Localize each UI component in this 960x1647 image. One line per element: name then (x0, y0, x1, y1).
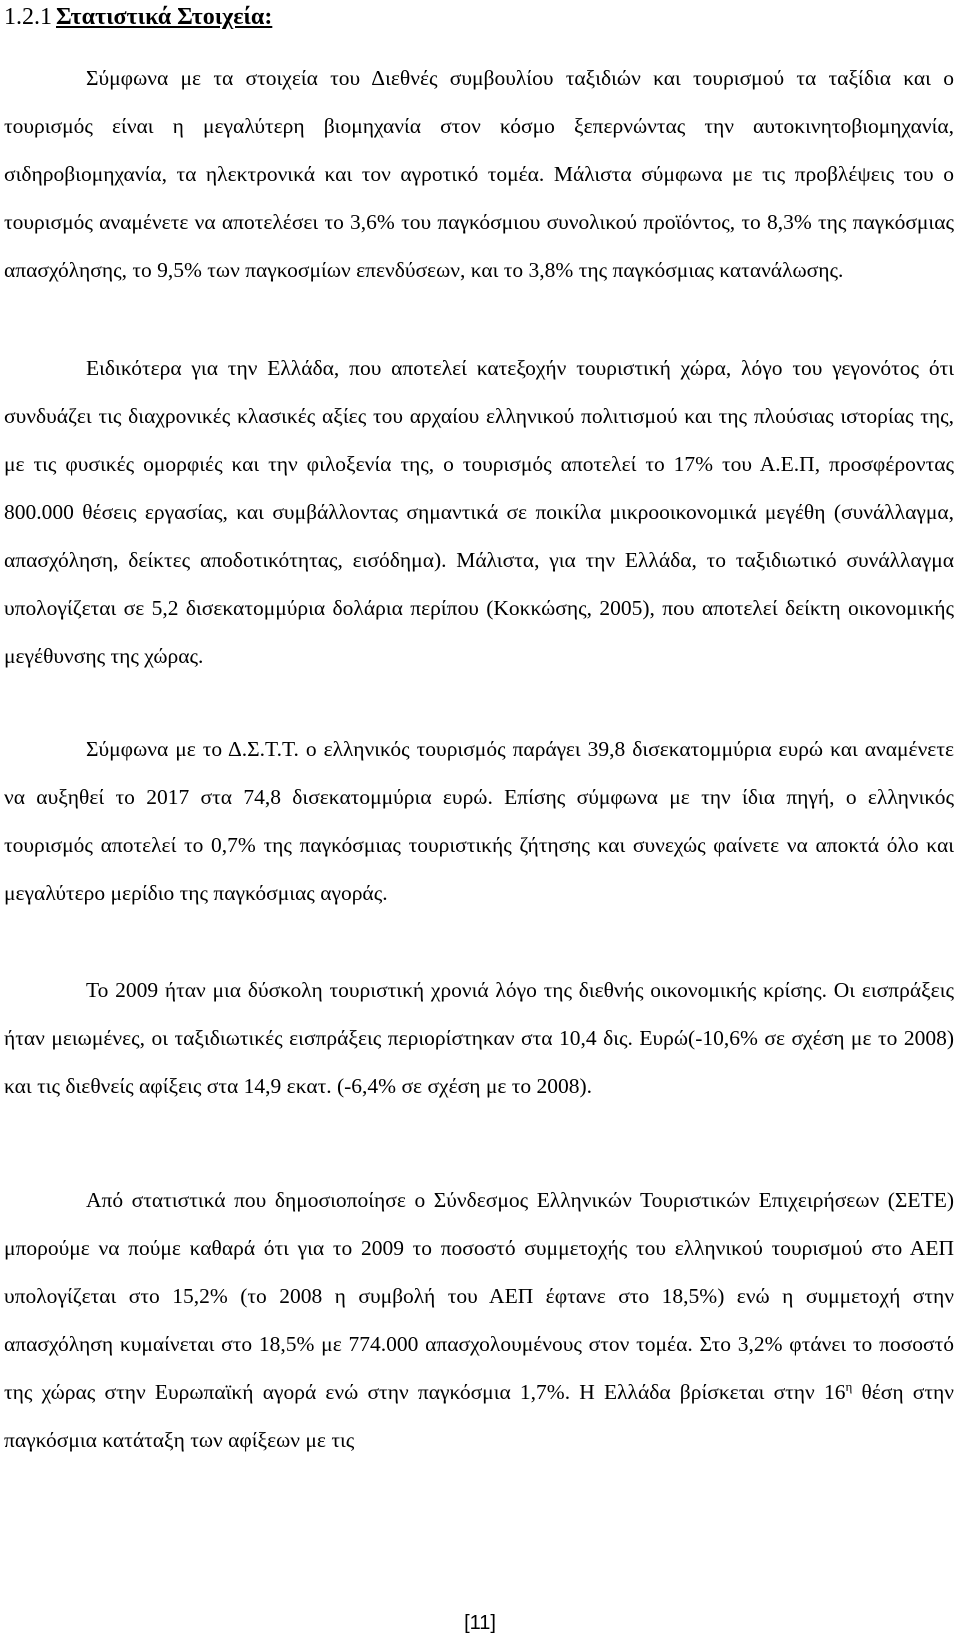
ordinal-superscript: η (845, 1378, 853, 1394)
paragraph-text: Ειδικότερα για την Ελλάδα, που αποτελεί κατεξοχήν τουριστική χώρα, λόγο του γεγονότος ότι συνδυάζει τις διαχρονικές κλασικές αξίες του αρχαίου ελληνικού πολιτισμού και της πλούσιας ιστορίας της, με τις φυσικές ομορφιές και την φιλοξενία της, ο τουρισμός αποτελεί το 17% του Α.Ε.Π, προσφέροντας 800.000 θέσεις εργασίας, και συμβάλλοντας σημαντικά σε ποικίλα μικροοικονομικά μεγέθη (συνάλλαγμα, απασχόληση, δείκτες αποδοτικότητας, εισόδημα). Μάλιστα, για την Ελλάδα, το ταξιδιωτικό συνάλλαγμα υπολογίζεται σε 5,2 δισεκατομμύρια δολάρια περίπου (Κοκκώσης, 2005), που αποτελεί δείκτη οικονομικής μεγέθυνσης της χώρας. (4, 356, 954, 668)
paragraph-text-tail: θέση στην παγκόσμια κατάταξη των αφίξεων με τις (4, 1380, 955, 1452)
section-heading (4, 2, 272, 32)
page-number: [11] (464, 1612, 496, 1634)
paragraph-2 (4, 344, 954, 680)
paragraph-text: Το 2009 ήταν μια δύσκολη τουριστική χρονιά λόγο της διεθνής οικονομικής κρίσης. Οι εισπράξεις ήταν μειωμένες, οι ταξιδιωτικές εισπράξεις περιορίστηκαν στα 10,4 δις. Ευρώ(-10,6% σε σχέση με το 2008) και τις διεθνείς αφίξεις στα 14,9 εκατ. (-6,4% σε σχέση με το 2008). (4, 978, 954, 1098)
paragraph-text: Σύμφωνα με το Δ.Σ.Τ.Τ. ο ελληνικός τουρισμός παράγει 39,8 δισεκατομμύρια ευρώ και αναμένετε να αυξηθεί το 2017 στα 74,8 δισεκατομμύρια ευρώ. Επίσης σύμφωνα με την ίδια πηγή, ο ελληνικός τουρισμός αποτελεί το 0,7% της παγκόσμιας τουριστικής ζήτησης και συνεχώς φαίνετε να αποκτά όλο και μεγαλύτερο μερίδιο της παγκόσμιας αγοράς. (4, 737, 954, 905)
paragraph-3 (4, 725, 954, 917)
paragraph-text: Από στατιστικά που δημοσιοποίησε ο Σύνδεσμος Ελληνικών Τουριστικών Επιχειρήσεων (ΣΕΤΕ) μπορούμε να πούμε καθαρά ότι για το 2009 το ποσοστό συμμετοχής του ελληνικού τουρισμού στο ΑΕΠ υπολογίζεται στο 15,2% (το 2008 η συμβολή του ΑΕΠ έφτανε στο 18,5%) ενώ η συμμετοχή στην απασχόληση κυμαίνεται στο 18,5% με 774.000 απασχολουμένους στον τομέα. Στο 3,2% φτάνει το ποσοστό της χώρας στην Ευρωπαϊκή αγορά ενώ στην παγκόσμια 1,7%. Η Ελλάδα βρίσκεται στην 16 (4, 1188, 954, 1404)
section-title: Στατιστικά Στοιχεία: (56, 4, 273, 30)
paragraph-1 (4, 54, 954, 294)
paragraph-text: Σύμφωνα με τα στοιχεία του Διεθνές συμβουλίου ταξιδιών και τουρισμού τα ταξίδια και ο τουρισμός είναι η μεγαλύτερη βιομηχανία στον κόσμο ξεπερνώντας την αυτοκινητοβιομηχανία, σιδηροβιομηχανία, τα ηλεκτρονικά και τον αγροτικό τομέα. Μάλιστα σύμφωνα με τις προβλέψεις του ο τουρισμός αναμένετε να αποτελέσει το 3,6% του παγκόσμιου συνολικού προϊόντος, το 8,3% της παγκόσμιας απασχόλησης, το 9,5% των παγκοσμίων επενδύσεων, και το 3,8% της παγκόσμιας κατανάλωσης. (4, 66, 954, 282)
paragraph-5 (4, 1176, 954, 1464)
section-number: 1.2.1 (4, 4, 52, 30)
paragraph-4 (4, 966, 954, 1110)
